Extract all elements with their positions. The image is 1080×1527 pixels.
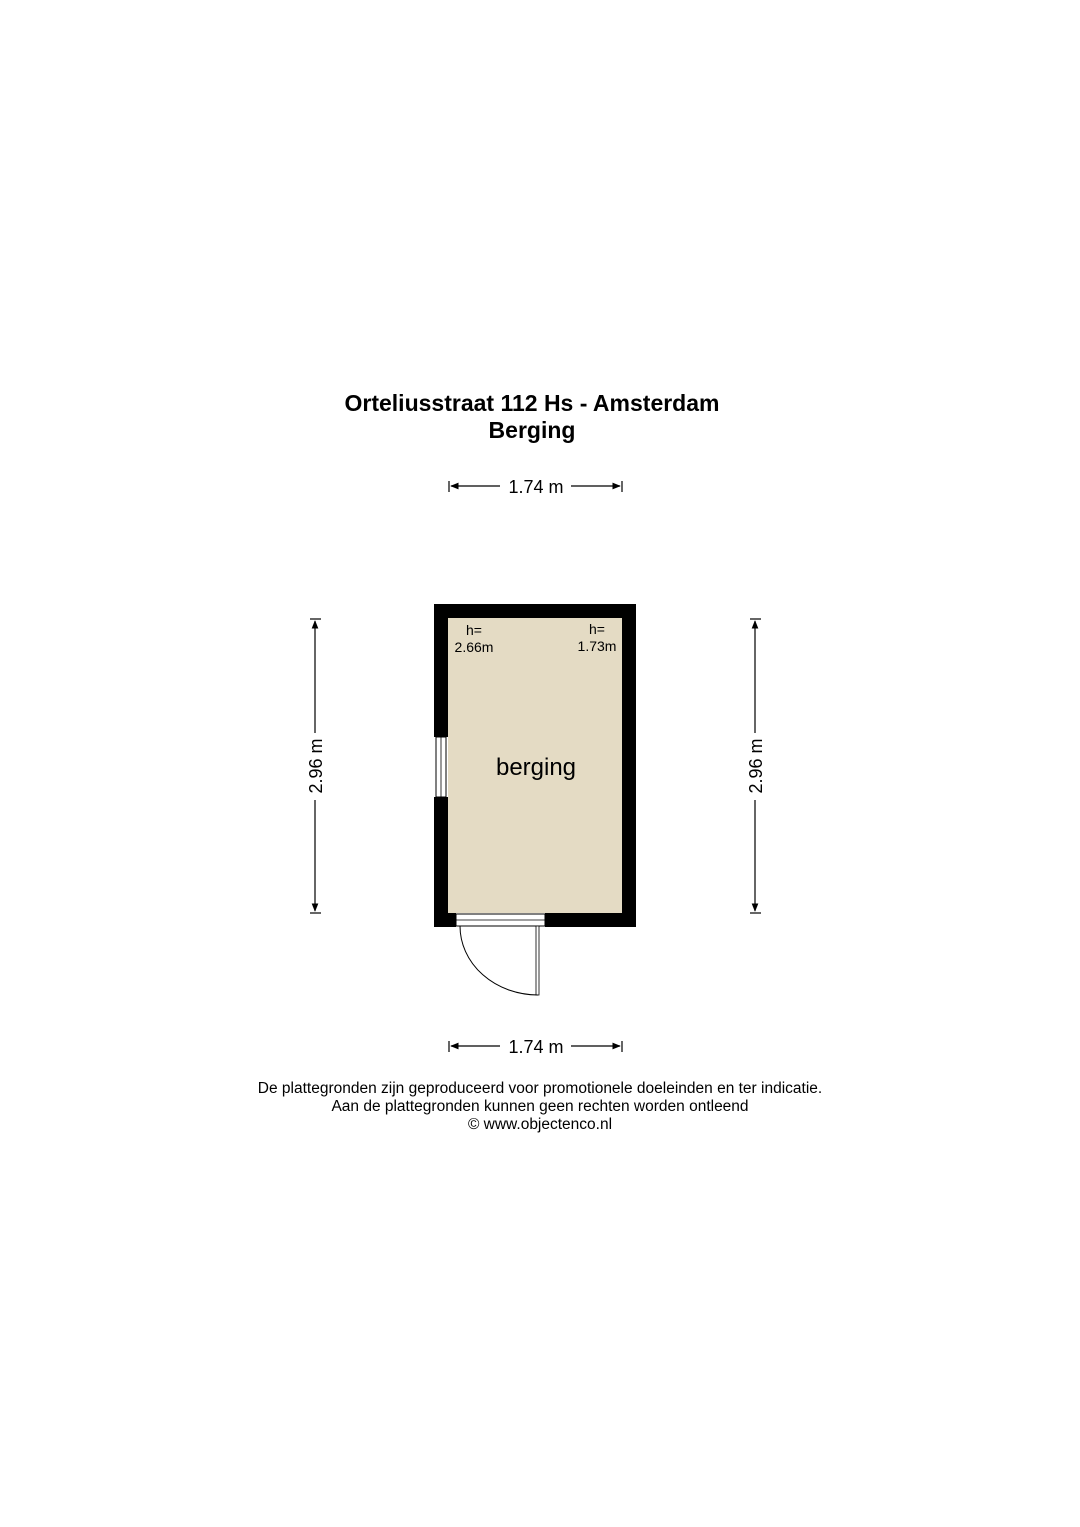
dimension-right-height (746, 619, 766, 913)
height-label-right-value: 1.73m (577, 638, 617, 654)
height-label-left-prefix: h= (466, 622, 482, 638)
room-name-label: berging (495, 754, 577, 781)
plan-address-title: Orteliusstraat 112 Hs - Amsterdam (344, 390, 720, 416)
dimension-bottom-width (449, 1037, 622, 1057)
right-height-label: 2.96 m (746, 738, 766, 794)
bottom-width-label: 1.74 m (508, 1037, 564, 1057)
left-height-label: 2.96 m (306, 738, 326, 794)
door (456, 914, 545, 995)
dimension-left-height (306, 619, 326, 913)
disclaimer-line-1: De plattegronden zijn geproduceerd voor promotionele doeleinden en ter indicatie. (257, 1080, 823, 1097)
height-label-right-prefix: h= (589, 621, 605, 637)
height-label-left-value: 2.66m (454, 639, 494, 655)
plan-floor-title: Berging (488, 417, 576, 443)
top-width-label: 1.74 m (508, 477, 564, 497)
window (436, 737, 446, 797)
copyright-line: © www.objectenco.nl (467, 1116, 613, 1133)
disclaimer-line-2: Aan de plattegronden kunnen geen rechten worden ontleend (331, 1098, 749, 1115)
dimension-top-width (449, 477, 622, 497)
